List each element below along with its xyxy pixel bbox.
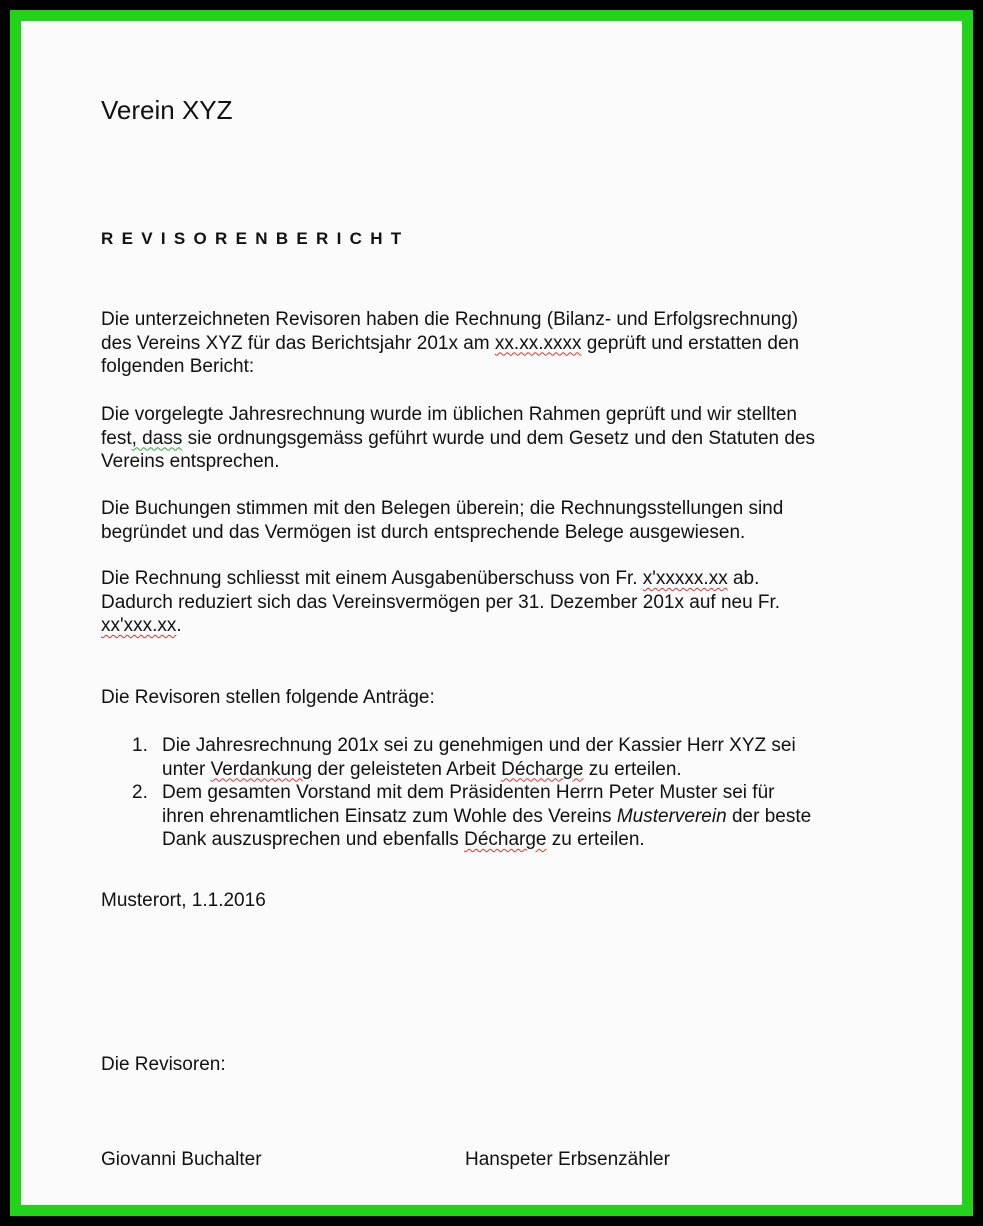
text-segment: der beste [726, 805, 812, 827]
motion-text [162, 805, 811, 829]
spellcheck-flagged-text: , dass [131, 427, 183, 449]
text-segment: Die vorgelegte Jahresrechnung wurde im üblichen Rahmen geprüft und wir stellten [101, 404, 797, 425]
text-segment: ihren ehrenamtlichen Einsatz zum Wohle des Vereins [162, 805, 617, 827]
spellcheck-flagged-text: xx'xxx.xx [101, 615, 177, 636]
paragraph-line [101, 332, 799, 356]
paragraph-line [101, 355, 254, 379]
text-segment: Die Jahresrechnung 201x sei zu genehmigen und der Kassier Herr XYZ sei [162, 735, 796, 756]
organization-name: Verein XYZ [101, 95, 233, 125]
text-segment: . [176, 615, 182, 636]
text-segment: zu erteilen. [546, 829, 645, 850]
text-segment: sie ordnungsgemäss geführt wurde und dem Gesetz und den Statuten des [182, 427, 816, 449]
text-segment: Dadurch reduziert sich das Vereinsvermögen per 31. Dezember 201x auf neu Fr. [101, 591, 781, 613]
text-segment: der geleisteten Arbeit [312, 758, 502, 780]
text-segment: zu erteilen. [583, 758, 682, 780]
text-segment: Dem gesamten Vorstand mit dem Präsidenten Herrn Peter Muster sei für [162, 782, 775, 803]
motion-text [162, 828, 645, 852]
motion-text [162, 781, 774, 805]
paragraph-line [101, 497, 783, 521]
document-page [21, 21, 962, 1205]
text-segment: des Vereins XYZ für das Berichtsjahr 201x am [101, 332, 495, 354]
text-segment: Die Revisoren stellen folgende Anträge: [101, 687, 435, 708]
text-segment: begründet und das Vermögen ist durch entsprechende Belege ausgewiesen. [101, 521, 746, 543]
report-heading: REVISORENBERICHT [101, 229, 410, 248]
motion-text [162, 734, 796, 758]
spellcheck-flagged-text: xx.xx.xxxx [494, 332, 582, 354]
text-segment: unter [162, 758, 211, 780]
motion-number: 2. [132, 782, 148, 803]
text-segment: folgenden Bericht: [101, 356, 255, 377]
paragraph-line [101, 403, 797, 427]
text-segment: Die Rechnung schliesst mit einem Ausgabenüberschuss von Fr. [101, 568, 643, 589]
text-segment: Die unterzeichneten Revisoren haben die Rechnung (Bilanz- und Erfolgsrechnung) [101, 309, 799, 330]
signatory-2: Hanspeter Erbsenzähler [465, 1149, 670, 1170]
motion-text [162, 758, 682, 782]
paragraph-line [101, 614, 182, 638]
text-segment: Die Buchungen stimmen mit den Belegen überein; die Rechnungsstellungen sind [101, 498, 784, 519]
text-segment: geprüft und erstatten den [581, 332, 800, 354]
text-segment: fest [101, 427, 132, 449]
spellcheck-flagged-text: Verdankung [210, 758, 313, 780]
spellcheck-flagged-text: Décharge [501, 758, 584, 780]
text-segment: ab. [727, 568, 760, 589]
signatory-1: Giovanni Buchalter [101, 1149, 262, 1170]
text-segment: Dank auszusprechen und ebenfalls [162, 829, 465, 850]
signatories-label: Die Revisoren: [101, 1054, 226, 1075]
place-date: Musterort, 1.1.2016 [101, 890, 266, 911]
text-segment: Vereins entsprechen. [101, 451, 280, 472]
spellcheck-flagged-text: x'xxxxx.xx [642, 568, 728, 589]
italic-text: Musterverein [616, 805, 727, 827]
paragraph-line [101, 567, 759, 591]
green-border-frame [10, 10, 973, 1216]
motion-number: 1. [132, 735, 148, 756]
paragraph-line [101, 450, 280, 474]
paragraph-line [101, 308, 798, 332]
spellcheck-flagged-text: Décharge [464, 829, 547, 850]
paragraph-line [101, 521, 745, 545]
paragraph-line [101, 591, 780, 615]
paragraph-line [101, 427, 815, 451]
paragraph-line [101, 686, 435, 710]
